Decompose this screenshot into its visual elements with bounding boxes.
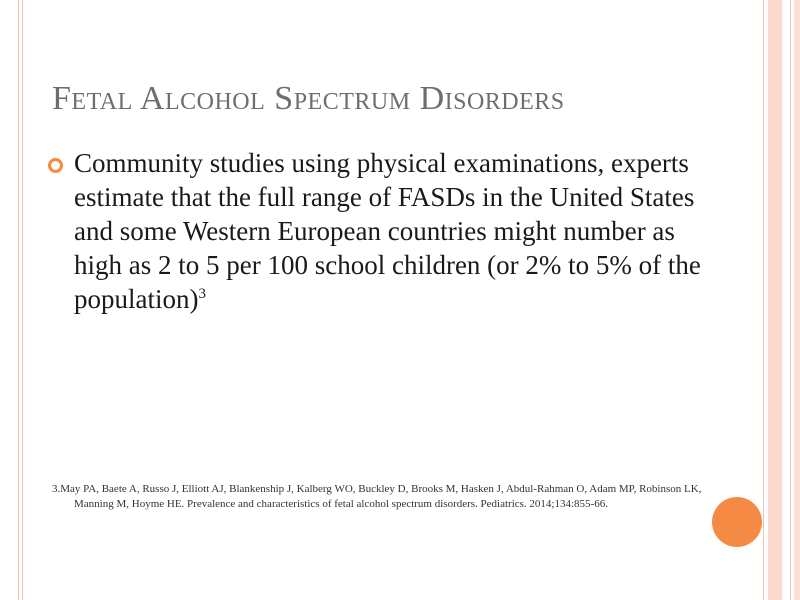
right-stripe-band	[768, 0, 782, 600]
reference-footnote: 3.May PA, Baete A, Russo J, Elliott AJ, Blankenship J, Kalberg WO, Buckley D, Brooks M, Hasken J, Abdul-Rahman O, Adam MP, Robinson LK, Manning M, Hoyme HE. Prevalence and characteristics of fetal alcohol spectrum disorders. Pediatrics. 2014;134:855-66.	[52, 483, 702, 510]
left-frame-line	[18, 0, 19, 600]
hollow-circle-bullet-icon	[48, 158, 63, 173]
left-frame-line-inner	[22, 0, 23, 600]
slide-title: Fetal Alcohol Spectrum Disorders	[52, 80, 565, 117]
bullet-text-block	[74, 146, 708, 316]
decorative-orange-circle	[712, 497, 762, 547]
citation-superscript: 3	[198, 286, 206, 302]
right-frame-line	[763, 0, 764, 600]
bullet-text: Community studies using physical examinations, experts estimate that the full range of FASDs in the United States and some Western European countries might number as high as 2 to 5 per 100 school children (or 2% to 5% of the population)	[74, 148, 701, 314]
right-frame-line-outer	[790, 0, 791, 600]
bullet-item	[48, 146, 708, 316]
right-edge-band	[794, 0, 800, 600]
